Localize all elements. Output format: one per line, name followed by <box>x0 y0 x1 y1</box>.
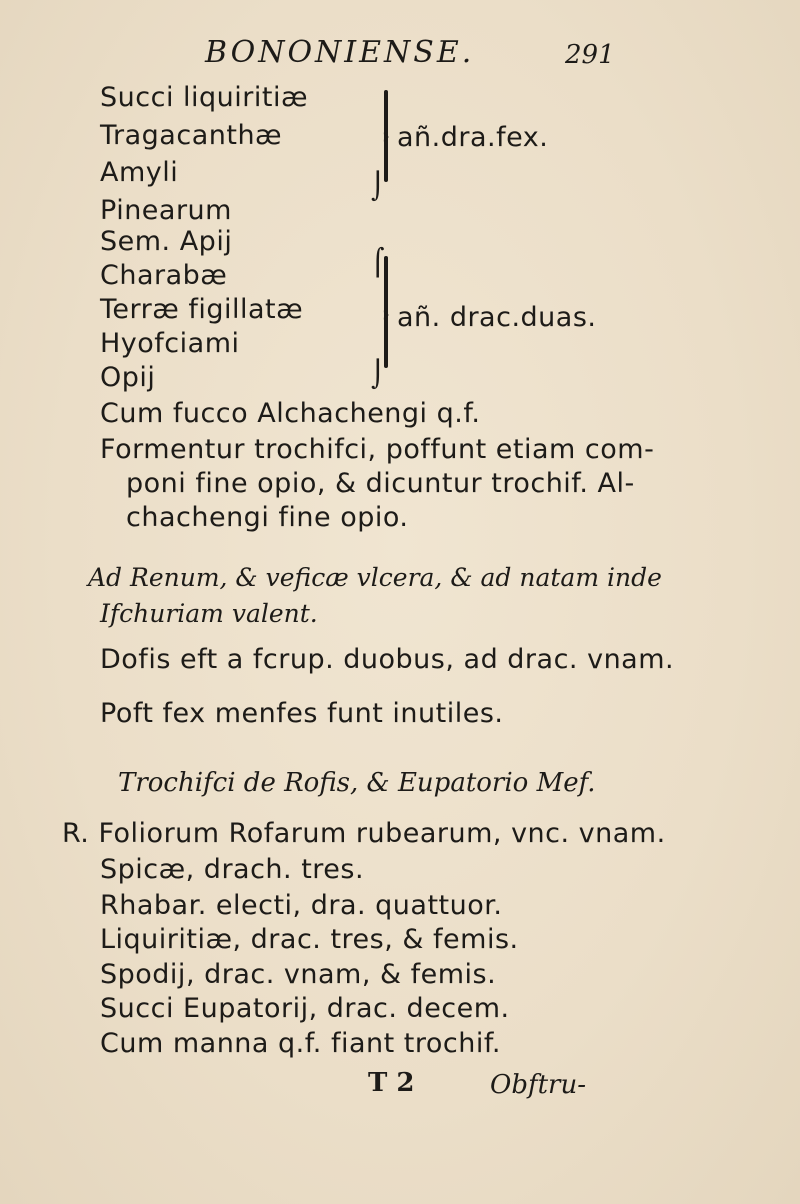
catchword: Obftru- <box>490 1070 586 1100</box>
signature-mark: T 2 <box>368 1068 415 1098</box>
quantity-group-1: añ.dra.fex. <box>397 122 549 153</box>
ingredient-line: Hyofciami <box>100 328 240 359</box>
ingredient-line: Terræ figillatæ <box>100 294 304 325</box>
recipe-line: Succi Eupatorij, drac. decem. <box>100 993 510 1024</box>
indication-line: Ifchuriam valent. <box>100 599 318 628</box>
brace-hook-icon: ⌠ <box>371 248 385 278</box>
section-heading: Trochifci de Rofis, & Eupatorio Mef. <box>118 768 596 798</box>
ingredient-line: Opij <box>100 362 156 393</box>
instruction-line: chachengi fine opio. <box>126 502 409 533</box>
ingredient-line: Pinearum <box>100 195 232 226</box>
ingredient-line: Sem. Apij <box>100 226 233 257</box>
ingredient-line: Charabæ <box>100 260 228 291</box>
recipe-line: Spodij, drac. vnam, & femis. <box>100 959 497 990</box>
page-number: 291 <box>565 40 615 70</box>
instruction-line: Cum fucco Alchachengi q.f. <box>100 398 481 429</box>
dosage-line: Dofis eft a fcrup. duobus, ad drac. vnam. <box>100 644 675 675</box>
ingredient-line: Amyli <box>100 157 179 188</box>
recipe-line: R. Foliorum Rofarum rubearum, vnc. vnam. <box>62 818 666 849</box>
brace-hook-icon: ⌡ <box>371 360 385 390</box>
quantity-group-2: añ. drac.duas. <box>397 302 597 333</box>
recipe-line: Spicæ, drach. tres. <box>100 854 365 885</box>
note-line: Poft fex menfes funt inutiles. <box>100 698 504 729</box>
brace-point-icon: › <box>382 302 390 326</box>
recipe-line: Rhabar. electi, dra. quattuor. <box>100 890 503 921</box>
brace-point-icon: › <box>382 124 390 148</box>
recipe-line: Liquiritiæ, drac. tres, & femis. <box>100 924 519 955</box>
instruction-line: poni fine opio, & dicuntur trochif. Al- <box>126 468 635 499</box>
instruction-line: Formentur trochifci, poffunt etiam com- <box>100 434 655 465</box>
running-header: BONONIENSE. <box>205 35 475 70</box>
ingredient-line: Tragacanthæ <box>100 120 283 151</box>
ingredient-line: Succi liquiritiæ <box>100 82 308 113</box>
recipe-line: Cum manna q.f. fiant trochif. <box>100 1028 502 1059</box>
indication-line: Ad Renum, & veficæ vlcera, & ad natam inde <box>88 563 662 592</box>
brace-hook-icon: ⌡ <box>371 172 385 202</box>
